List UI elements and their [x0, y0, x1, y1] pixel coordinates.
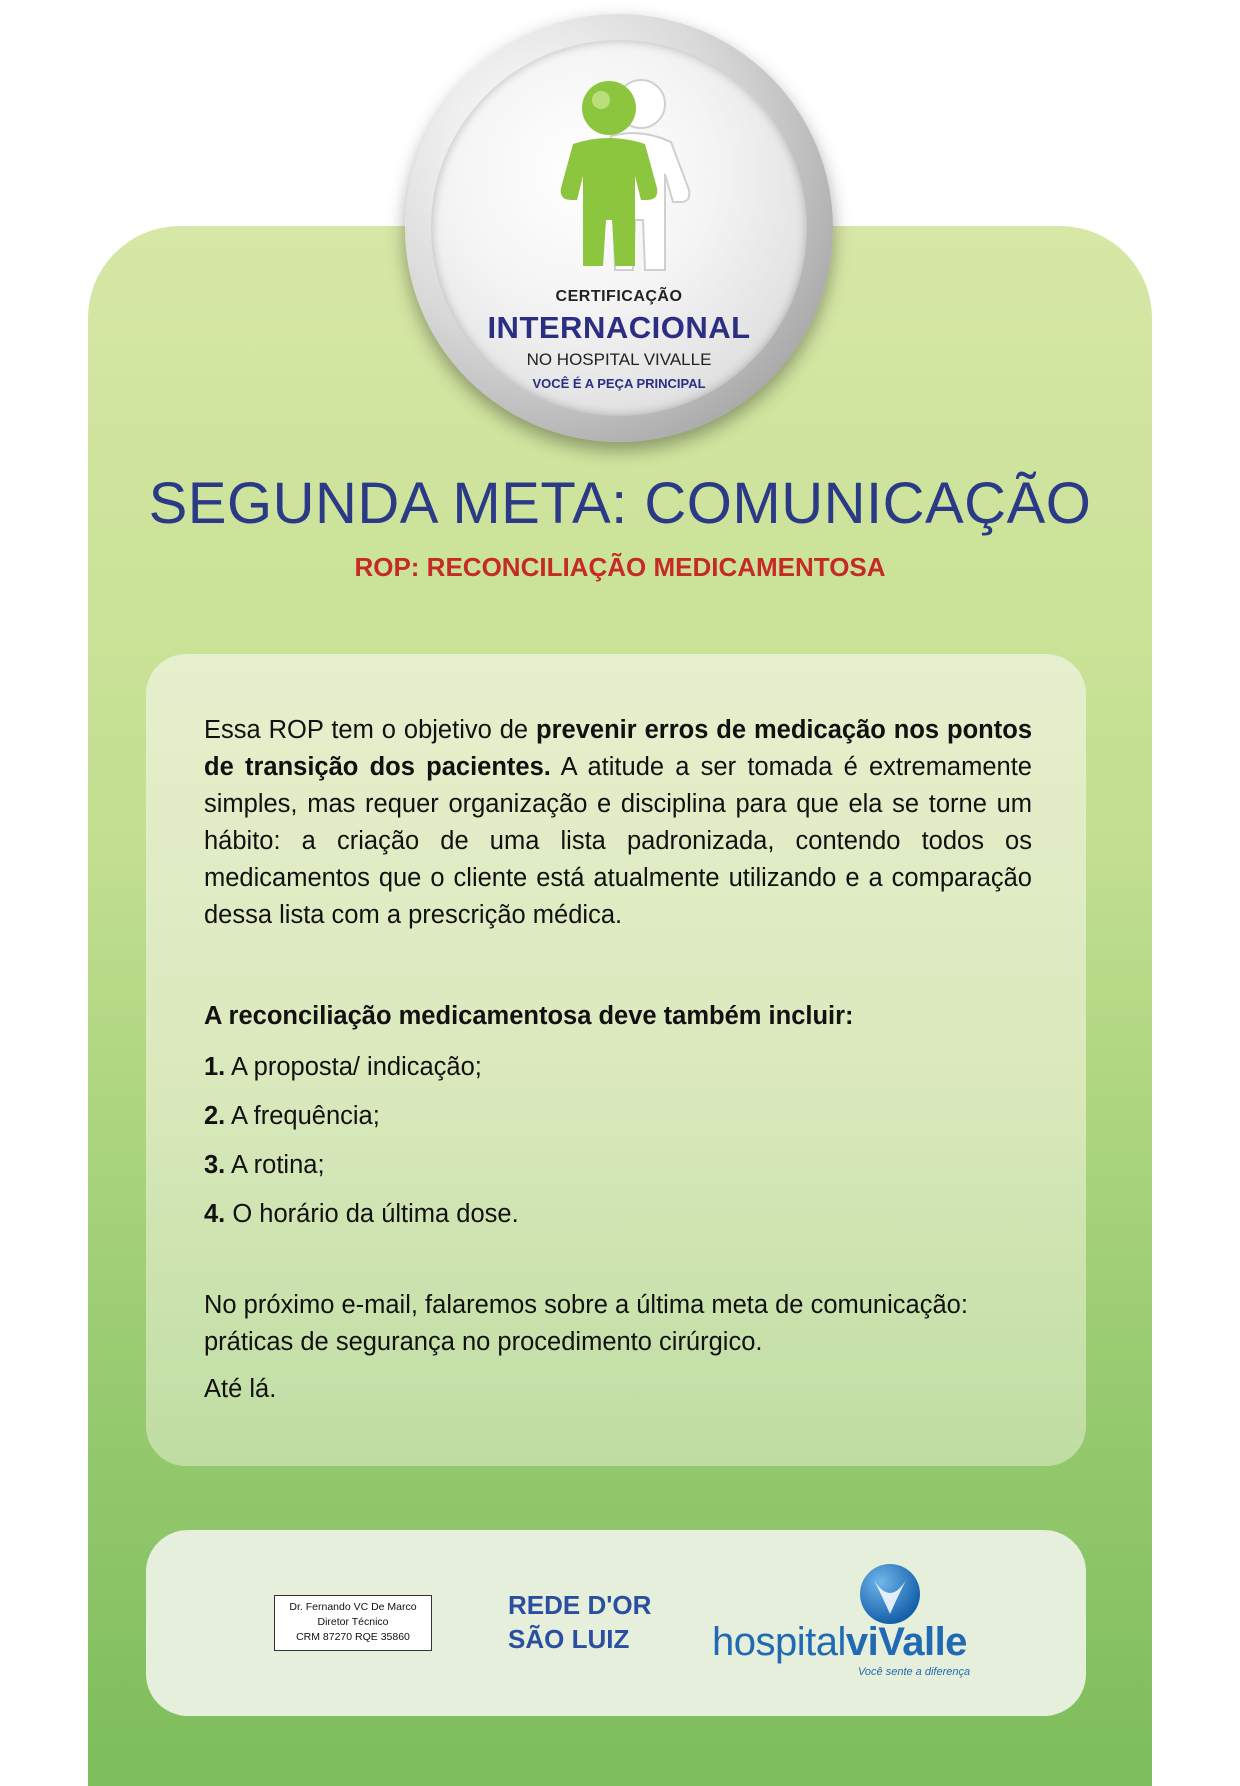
- requirements-list: [204, 1043, 1032, 1239]
- intro-text-end: A atitude a ser tomada é extremamente simples, mas requer organização e disciplina para que ela se torne um hábito: a criação de uma lista padronizada, contendo todos os medicamentos que o cliente está atualmente utilizando e a comparação dessa lista com a prescrição médica.: [204, 753, 1032, 929]
- rede-dor-text: REDE D'OR: [508, 1590, 652, 1620]
- person-figure-icon: [549, 70, 699, 280]
- hospital-word: hospital: [712, 1620, 846, 1664]
- hospital-vivalle-wordmark: [712, 1620, 967, 1665]
- hospital-tagline: Você sente a diferença: [858, 1666, 971, 1678]
- list-item-number: 2.: [204, 1102, 226, 1130]
- list-item: [204, 1092, 1032, 1141]
- signature-role: Diretor Técnico: [317, 1616, 389, 1628]
- badge-line-internacional: INTERNACIONAL: [487, 310, 751, 345]
- list-item-text: A rotina;: [230, 1151, 325, 1179]
- sao-luiz-text: SÃO LUIZ: [508, 1624, 630, 1654]
- intro-text-bold: prevenir erros de medicação nos pontos de transição dos pacientes.: [204, 716, 1032, 781]
- signature-crm: CRM 87270 RQE 35860: [296, 1631, 410, 1643]
- intro-paragraph: [204, 712, 1032, 934]
- hospital-vivalle-logo: [712, 1562, 972, 1692]
- vivalle-word: viValle: [845, 1620, 967, 1664]
- list-item-text: O horário da última dose.: [232, 1200, 519, 1228]
- closing-paragraph: No próximo e-mail, falaremos sobre a última meta de comunicação: práticas de segurança no procedimento cirúrgico.: [204, 1291, 968, 1356]
- intro-text-start: Essa ROP tem o objetivo de: [204, 716, 537, 744]
- page-subtitle: ROP: RECONCILIAÇÃO MEDICAMENTOSA: [354, 552, 886, 582]
- certification-badge: [405, 14, 833, 442]
- badge-line-certificacao: CERTIFICAÇÃO: [555, 288, 683, 305]
- list-item-number: 3.: [204, 1151, 226, 1179]
- badge-line-hospital: NO HOSPITAL VIVALLE: [526, 350, 712, 369]
- footer-card: [146, 1530, 1086, 1716]
- list-heading: A reconciliação medicamentosa deve também incluir:: [204, 1002, 854, 1030]
- list-item-text: A proposta/ indicação;: [230, 1053, 482, 1081]
- vivalle-sphere-icon: [858, 1562, 922, 1626]
- content-body: [204, 712, 1032, 1408]
- signature-name: Dr. Fernando VC De Marco: [289, 1601, 417, 1613]
- list-item: [204, 1190, 1032, 1239]
- list-item: [204, 1043, 1032, 1092]
- badge-line-tagline: VOCÊ É A PEÇA PRINCIPAL: [532, 376, 706, 391]
- list-item-number: 4.: [204, 1200, 226, 1228]
- list-item: [204, 1141, 1032, 1190]
- list-item-number: 1.: [204, 1053, 226, 1081]
- signature-box: [274, 1595, 432, 1651]
- signoff: Até lá.: [204, 1375, 277, 1403]
- badge-inner: [431, 40, 807, 416]
- page-title: SEGUNDA META: COMUNICAÇÃO: [148, 471, 1092, 536]
- rede-dor-logo: [508, 1590, 658, 1670]
- content-card: [146, 654, 1086, 1466]
- list-item-text: A frequência;: [230, 1102, 380, 1130]
